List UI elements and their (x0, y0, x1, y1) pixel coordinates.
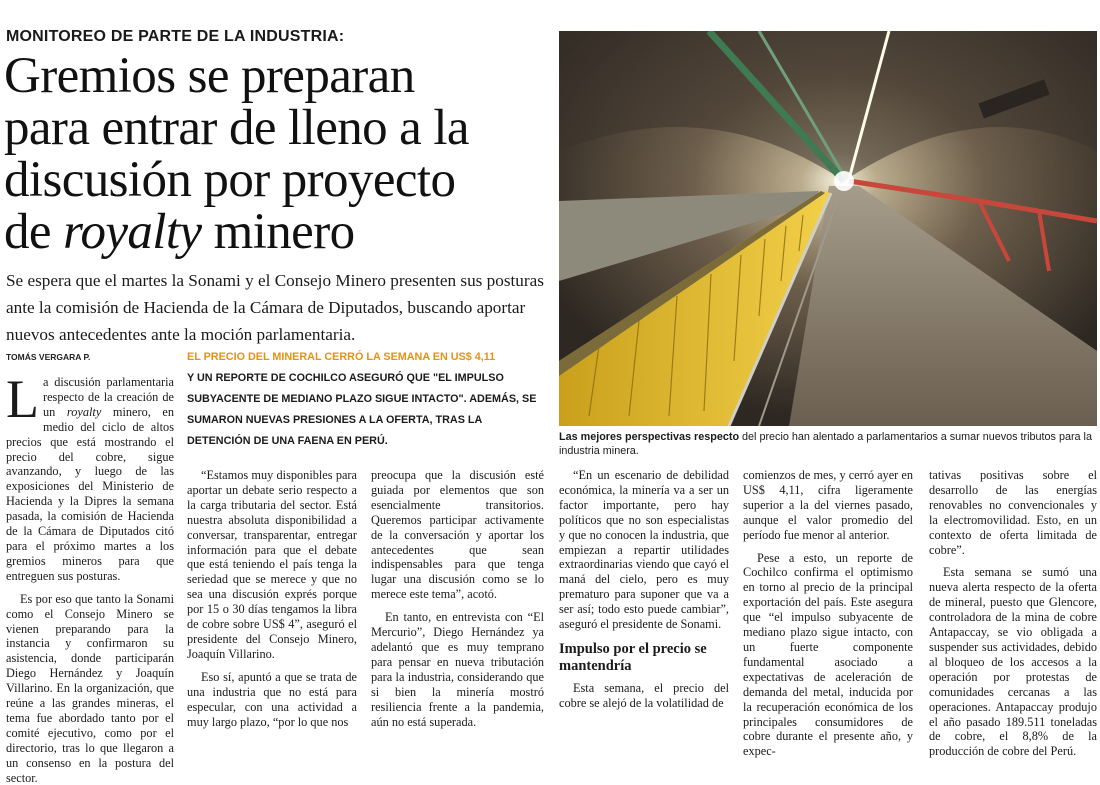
pull-quote-lead: EL PRECIO DEL MINERAL CERRÓ LA SEMANA EN US$ 4,11 (187, 351, 496, 363)
article-paragraph: Esta semana, el precio del cobre se alejó de la volatilidad de (559, 680, 729, 710)
article-column-1 (6, 369, 174, 785)
article-paragraph (6, 369, 174, 584)
article-paragraph: preocupa que la discusión esté guiada por elementos que son esencialmente transitorios. Queremos participar activamente de la conversación y aportar los antecedentes que sean indispensables para que tenga lugar una discusión como se lo merece este tema”, acotó. (371, 468, 544, 602)
headline-end: minero (201, 204, 355, 260)
section-subhead: Impulso por el precio se mantendría (559, 640, 707, 674)
article-paragraph: Esta semana se sumó una nueva alerta respecto de la oferta de mineral, puesto que Glencore, controladora de la mina de cobre Antapaccay, se vio obligada a suspender sus actividades, debido al bloqueo de los accesos a la operación por protestas de comunidades cercanas a las operaciones. Antapaccay produjo el año pasado 189.511 toneladas de cobre, el 8,8% de la producción de cobre del Perú. (929, 565, 1097, 759)
paragraph-italic: royalty (66, 404, 102, 419)
article-column-5 (743, 468, 913, 759)
article-paragraph: En tanto, en entrevista con “El Mercurio”, Diego Hernández ya adelantó que es muy temprano para pensar en nueva tributación para la industria, considerando que si bien la minería mostró resiliencia frente a la pandemia, aún no está superada. (371, 610, 544, 729)
article-paragraph: Pese a esto, un reporte de Cochilco confirma el optimismo en torno al precio de la principal exportación del país. Este asegura que “el impulso subyacente de mediano plazo sigue intacto, con un fuerte componente fundamental asociado a expectativas de aceleración de demanda del metal, inducida por la recuperación económica de los principales consumidores de cobre durante el presente año, y expec- (743, 550, 913, 759)
article-paragraph: tativas positivas sobre el desarrollo de las energías renovables no convencionales y la electromovilidad. Esto, en un contexto de oferta limitada de cobre”. (929, 468, 1097, 557)
mine-tunnel-photo (559, 31, 1097, 426)
pull-quote-text: Y UN REPORTE DE COCHILCO ASEGURÓ QUE "EL IMPULSO SUBYACENTE DE MEDIANO PLAZO SIGUE INTACTO". ADEMÁS, SE SUMARON NUEVAS PRESIONES A LA OFERTA, TRAS LA DETENCIÓN DE UNA FAENA EN PERÚ. (187, 372, 537, 447)
article-paragraph: “Estamos muy disponibles para aportar un debate serio respecto a la carga tributaria del sector. Está nuestra absoluta disponibilidad a conversar, transparentar, entregar información para que el debate que está teniendo el país tenga la seriedad que se merece y que no sea una discusión exprés porque por 15 o 30 días tengamos la libra de cobre sobre US$ 4”, aseguró el presidente del Consejo Minero, Joaquín Villarino. (187, 468, 357, 661)
pull-quote (187, 347, 544, 452)
headline (4, 50, 549, 258)
photo-caption (559, 430, 1097, 458)
paragraph-text: minero, en medio del ciclo de altos precios que está mostrando el precio del cobre, sigue avanzando, y luego de las exposiciones del Ministerio de Hacienda y la Dipres la semana pasada, la comisión de Hacienda de la Cámara de Diputados citó para el próximo martes a los gremios mineros para que entreguen sus posturas. (6, 404, 174, 583)
headline-line-2: para entrar de lleno a la (4, 100, 469, 156)
caption-bold: Las mejores perspectivas respecto (559, 431, 740, 443)
article-paragraph: Es por eso que tanto la Sonami como el Consejo Minero se vienen preparando para la instancia y confirmaron su asistencia, donde participarán Diego Hernández y Joaquín Villarino. En la organización, que reúne a las grandes mineras, el tema fue abordado tanto por el comité ejecutivo, como por el directorio, tras lo que llegaron a un consenso en la postura del sector. (6, 591, 174, 785)
paragraph-text: a discusión parlamentaria respecto de la creación de un (43, 375, 174, 419)
byline: TOMÁS VERGARA P. (6, 352, 91, 362)
article-paragraph: comienzos de mes, y cerró ayer en US$ 4,11, cifra ligeramente superior a la del viernes pasado, aunque el valor promedio del período fue menor al anterior. (743, 468, 913, 542)
headline-line-4: de (4, 204, 64, 260)
article-paragraph: “En un escenario de debilidad económica, la minería va a ser un factor importante, pero hay políticos que no son especialistas y que no conocen la industria, que empiezan a repartir utilidades extraordinarias viendo que cayó el maná del cielo, pero es muy prematuro para suponer que va a ser así; todo esto puede cambiar”, aseguró el presidente de Sonami. (559, 468, 729, 632)
article-column-6 (929, 468, 1097, 759)
headline-line-3: discusión por proyecto (4, 152, 456, 208)
subtitle: Se espera que el martes la Sonami y el Consejo Minero presenten sus posturas ante la comisión de Hacienda de la Cámara de Diputados, buscando aportar nuevos antecedentes ante la moción parlamentaria. (6, 271, 544, 344)
headline-line-1: Gremios se preparan (4, 48, 415, 104)
article-column-4 (559, 468, 729, 711)
caption-text: del precio han alentado a parlamentarios a sumar nuevos tributos para la industria minera. (559, 431, 1092, 457)
article-column-2 (187, 468, 357, 729)
drop-cap: L (6, 369, 39, 429)
article-column-3 (371, 468, 544, 729)
article-paragraph: Eso sí, apuntó a que se trata de una industria que no está para especular, con una actividad a muy largo plazo, “por lo que nos (187, 669, 357, 729)
kicker: MONITOREO DE PARTE DE LA INDUSTRIA: (6, 28, 345, 45)
headline-italic: royalty (63, 204, 202, 260)
